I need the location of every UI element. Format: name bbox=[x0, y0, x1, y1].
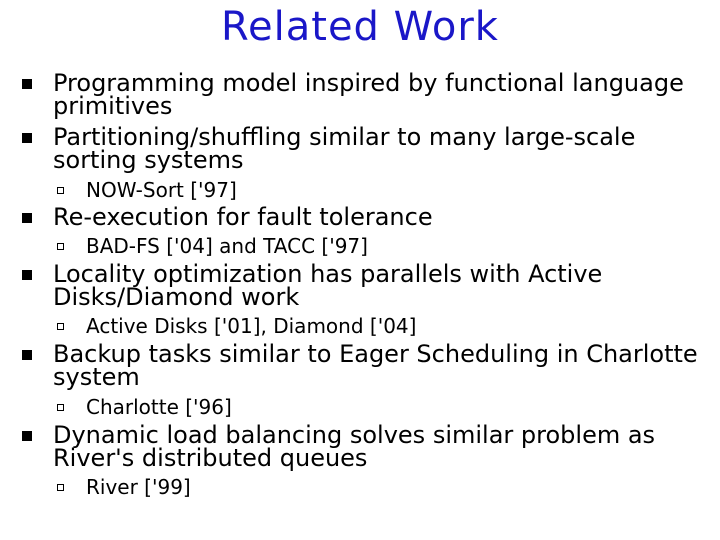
filled-square-bullet-icon bbox=[22, 270, 32, 280]
filled-square-bullet-icon bbox=[22, 213, 32, 223]
bullet-item bbox=[22, 203, 702, 231]
hollow-square-bullet-icon bbox=[57, 243, 64, 250]
sub-bullet-item bbox=[22, 396, 702, 418]
bullet-text: Dynamic load balancing solves similar problem as River's distributed queues bbox=[53, 421, 656, 472]
hollow-square-bullet-icon bbox=[57, 404, 64, 411]
bullet-text: Partitioning/shuffling similar to many large-scale sorting systems bbox=[53, 123, 636, 174]
hollow-square-bullet-icon bbox=[57, 484, 64, 491]
bullet-item bbox=[22, 123, 702, 174]
sub-bullet-text: NOW-Sort ['97] bbox=[86, 178, 237, 202]
bullet-text: Backup tasks similar to Eager Scheduling in Charlotte system bbox=[53, 340, 698, 391]
bullet-text: Re-execution for fault tolerance bbox=[53, 203, 433, 231]
filled-square-bullet-icon bbox=[22, 431, 32, 441]
filled-square-bullet-icon bbox=[22, 79, 32, 89]
bullet-item bbox=[22, 69, 702, 120]
sub-bullet-text: Active Disks ['01], Diamond ['04] bbox=[86, 314, 417, 338]
bullet-text: Programming model inspired by functional language primitives bbox=[53, 69, 684, 120]
sub-bullet-item bbox=[22, 476, 702, 498]
hollow-square-bullet-icon bbox=[57, 187, 64, 194]
sub-bullet-item bbox=[22, 315, 702, 337]
slide-title: Related Work bbox=[221, 4, 499, 50]
sub-bullet-text: Charlotte ['96] bbox=[86, 395, 232, 419]
filled-square-bullet-icon bbox=[22, 133, 32, 143]
bullet-item bbox=[22, 260, 702, 311]
hollow-square-bullet-icon bbox=[57, 323, 64, 330]
bullet-item bbox=[22, 421, 702, 472]
sub-bullet-item bbox=[22, 235, 702, 257]
bullet-item bbox=[22, 340, 702, 391]
sub-bullet-item bbox=[22, 179, 702, 201]
sub-bullet-text: BAD-FS ['04] and TACC ['97] bbox=[86, 234, 368, 258]
bullet-text: Locality optimization has parallels with Active Disks/Diamond work bbox=[53, 260, 603, 311]
sub-bullet-text: River ['99] bbox=[86, 475, 191, 499]
filled-square-bullet-icon bbox=[22, 350, 32, 360]
